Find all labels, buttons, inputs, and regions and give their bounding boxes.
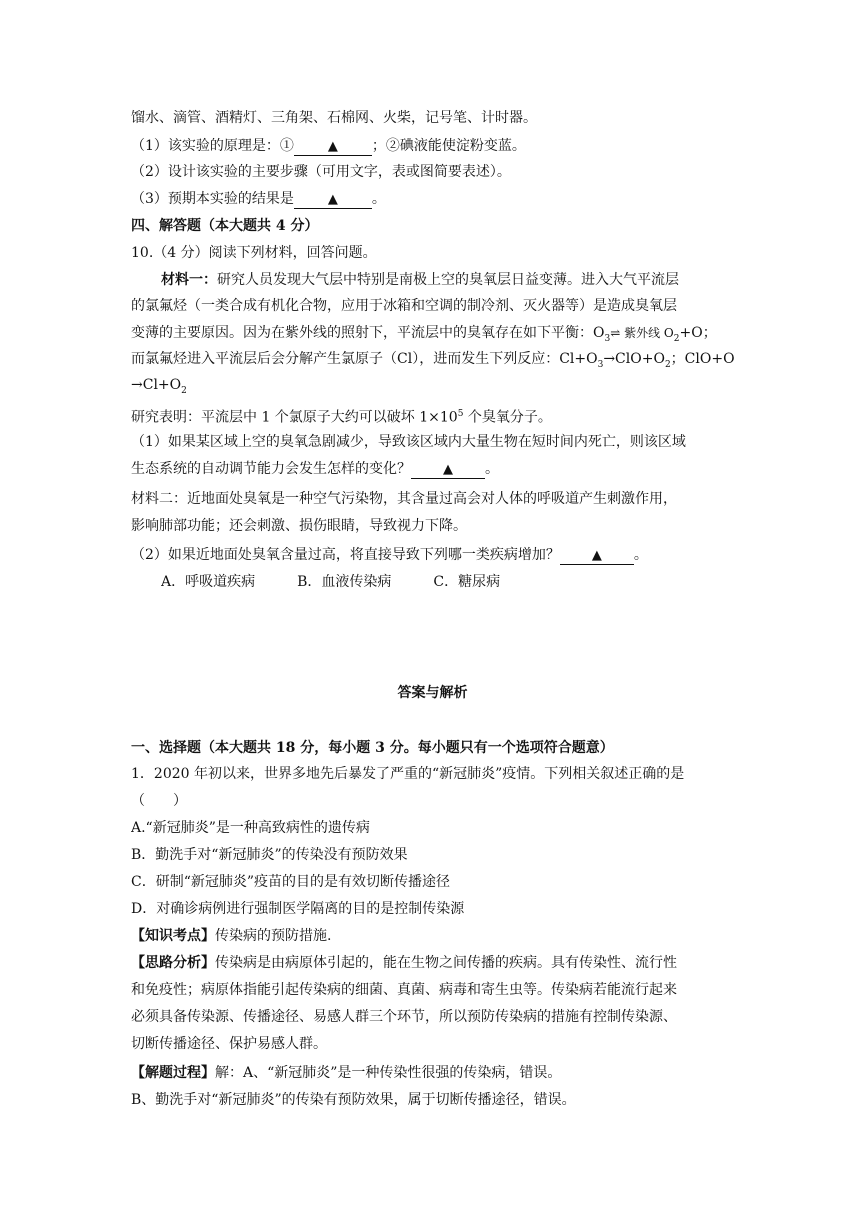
section-4-heading: 四、解答题（本大题共 4 分） (131, 218, 319, 234)
triangle-mark: ▲ (443, 462, 453, 477)
choice-a: A.“新冠肺炎”是一种高致病性的遗传病 (131, 820, 370, 836)
answer-blank (294, 191, 372, 209)
solution-line-1: 【解题过程】解：A、“新冠肺炎”是一种传染性很强的传染病，错误。 (131, 1065, 562, 1081)
analysis-line-3: 必须具备传染源、传播途径、易感人群三个环节，所以预防传染病的措施有控制传染源、 (131, 1009, 677, 1025)
answer-blank (294, 138, 372, 156)
material-1-line-2: 的氯氟烃（一类合成有机化合物，应用于冰箱和空调的制冷剂、灭火器等）是造成臭氧层 (131, 298, 677, 314)
sub-question-1-line-2: 生态系统的自动调节能力会发生怎样的变化？ ▲ 。 (131, 461, 499, 477)
choice-d: D．对确诊病例进行强制医学隔离的目的是控制传染源 (131, 901, 465, 917)
options-row (161, 572, 771, 592)
answer-q1-line-1: 1．2020 年初以来，世界多地先后暴发了严重的“新冠肺炎”疫情。下列相关叙述正确的是 (131, 766, 685, 782)
sub-question-1-line-1: （1）如果某区域上空的臭氧急剧减少，导致该区域内大量生物在短时间内死亡，则该区域 (131, 434, 686, 450)
answer-blank (560, 547, 634, 565)
option-b: B．血液传染病 (297, 574, 392, 590)
materials-line: 馏水、滴管、酒精灯、三角架、石棉网、火柴，记号笔、计时器。 (131, 110, 537, 126)
material-2-line-1: 材料二：近地面处臭氧是一种空气污染物，其含量过高会对人体的呼吸道产生刺激作用， (131, 491, 677, 507)
material-1-line-4: 而氯氟烃进入平流层后会分解产生氯原子（Cl），进而发生下列反应：$Cl+O_3\to ClO+O_2$；ClO+O (131, 351, 735, 370)
analysis-line-4: 切断传播途径、保护易感人群。 (131, 1036, 327, 1052)
question-2-steps: （2）设计该实验的主要步骤（可用文字，表或图简要表述）。 (131, 164, 511, 180)
analysis-line-1: 【思路分析】传染病是由病原体引起的，能在生物之间传播的疾病。具有传染性、流行性 (131, 955, 677, 971)
choice-b: B．勤洗手对“新冠肺炎”的传染没有预防效果 (131, 847, 408, 863)
question-10: 10.（4 分）阅读下列材料，回答问题。 (131, 245, 377, 261)
sub-question-2: （2）如果近地面处臭氧含量过高，将直接导致下列哪一类疾病增加？ ▲ 。 (131, 547, 648, 563)
question-1-principle: （1）该实验的原理是：① ▲ ；②碘液能使淀粉变蓝。 (131, 138, 526, 154)
option-a: A．呼吸道疾病 (161, 574, 256, 590)
knowledge-point: 【知识考点】传染病的预防措施. (131, 928, 332, 944)
solution-line-2: B、勤洗手对“新冠肺炎”的传染有预防效果，属于切断传播途径，错误。 (131, 1092, 576, 1108)
answer-q1-line-2: （ ） (131, 793, 187, 809)
research-finding: 研究表明：平流层中 1 个氯原子大约可以破坏 $1\times 10^5$ 个臭氧分子。 (131, 409, 552, 426)
answers-title: 答案与解析 (397, 685, 468, 701)
choice-c: C．研制“新冠肺炎”疫苗的目的是有效切断传播途径 (131, 874, 451, 890)
analysis-line-2: 和免疫性；病原体指能引起传染病的细菌、真菌、病毒和寄生虫等。传染病若能流行起来 (131, 982, 677, 998)
triangle-mark: ▲ (327, 139, 338, 154)
material-2-line-2: 影响肺部功能；还会刺激、损伤眼睛，导致视力下降。 (131, 518, 467, 534)
triangle-mark: ▲ (327, 192, 338, 207)
material-1-line-3: 变薄的主要原因。因为在紫外线的照射下，平流层中的臭氧存在如下平衡：$O_3\rightleftharpoons$ 紫外线 $O_2+O$； (131, 325, 717, 344)
material-1-label: 材料一： (161, 272, 217, 288)
triangle-mark: ▲ (591, 548, 602, 563)
answer-blank (411, 461, 485, 479)
material-1-line-5: $\to Cl+O_2$ (131, 377, 187, 396)
question-3-result: （3）预期本实验的结果是 ▲ 。 (131, 191, 386, 207)
material-1-line-1: 材料一：研究人员发现大气层中特别是南极上空的臭氧层日益变薄。进入大气平流层 (161, 272, 679, 288)
section-1-heading: 一、选择题（本大题共 18 分，每小题 3 分。每小题只有一个选项符合题意） (131, 740, 614, 756)
option-c: C．糖尿病 (433, 574, 501, 590)
